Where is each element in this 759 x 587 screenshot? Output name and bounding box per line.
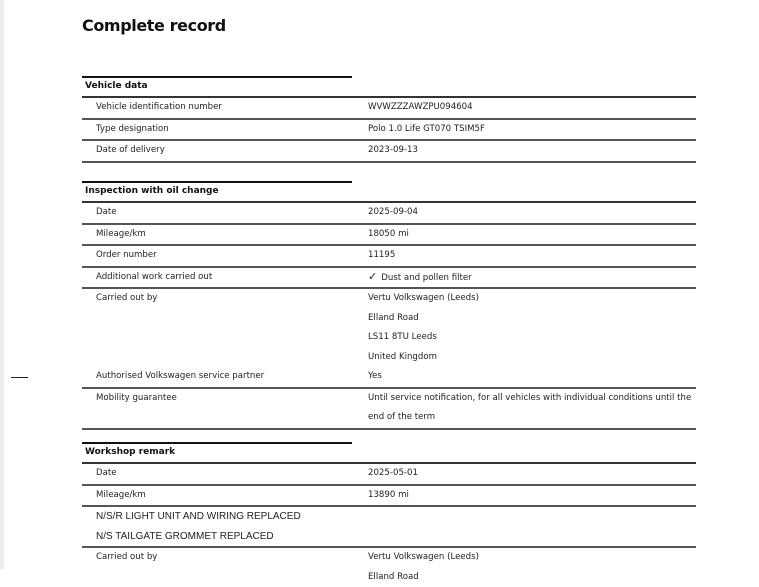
table-row (82, 98, 696, 120)
inspection-mileage: 18050 mi (353, 225, 696, 245)
page-title: Complete record (82, 16, 226, 35)
additional-work-text: Dust and pollen filter (381, 273, 472, 283)
section-heading (82, 76, 352, 96)
table-row (82, 120, 696, 142)
table-row (82, 141, 696, 163)
address-line: Elland Road (368, 568, 696, 587)
address-line: Elland Road (368, 309, 696, 329)
table-row (82, 225, 696, 247)
workshop-mileage: 13890 mi (353, 486, 696, 506)
row-label: Type designation (82, 120, 353, 140)
address-line: Vertu Volkswagen (Leeds) (368, 548, 696, 568)
mobility-line: end of the term (368, 408, 696, 428)
type-value: Polo 1.0 Life GT070 TSIM5F (353, 120, 696, 140)
table-row (82, 486, 696, 508)
row-label: Carried out by (82, 289, 353, 309)
row-label: Date (82, 203, 353, 223)
row-label: Vehicle identification number (82, 98, 353, 118)
vin-value: WVWZZZAWZPU094604 (353, 98, 696, 118)
row-label: Mobility guarantee (82, 389, 353, 409)
table-row (82, 367, 696, 389)
carried-out-by (353, 548, 696, 587)
row-label: Authorised Volkswagen service partner (82, 367, 353, 387)
additional-work (353, 268, 696, 288)
section-heading (82, 181, 352, 201)
page-edge (0, 0, 4, 569)
carried-out-by (353, 289, 696, 367)
row-label: Additional work carried out (82, 268, 353, 288)
row-label: Order number (82, 246, 353, 266)
row-label: Carried out by (82, 548, 353, 568)
margin-mark (11, 377, 28, 378)
row-label: Date of delivery (82, 141, 353, 161)
mobility-guarantee (353, 389, 696, 428)
inspection-date: 2025-09-04 (353, 203, 696, 223)
inspection-section (82, 181, 696, 430)
remark-line: N/S TAILGATE GROMMET REPLACED (82, 527, 696, 547)
address-line: Vertu Volkswagen (Leeds) (368, 289, 696, 309)
workshop-date: 2025-05-01 (353, 464, 696, 484)
remarks-block (82, 507, 696, 548)
section-heading-text: Vehicle data (85, 81, 148, 91)
address-line: United Kingdom (368, 348, 696, 368)
table-row (82, 246, 696, 268)
table-row (82, 464, 696, 486)
delivery-date-value: 2023-09-13 (353, 141, 696, 161)
table-row (82, 289, 696, 367)
row-label: Mileage/km (82, 486, 353, 506)
address-line: LS11 8TU Leeds (368, 328, 696, 348)
mobility-line: Until service notification, for all vehicles with individual conditions until the (368, 389, 696, 409)
table-row (82, 268, 696, 290)
workshop-remark-section (82, 442, 696, 587)
order-number: 11195 (353, 246, 696, 266)
table-row (82, 203, 696, 225)
section-heading (82, 442, 352, 462)
checkmark-icon: ✓ (368, 270, 377, 283)
table-row (82, 389, 696, 430)
section-heading-text: Workshop remark (85, 447, 175, 457)
partner-value: Yes (353, 367, 696, 387)
table-row (82, 548, 696, 587)
row-label: Mileage/km (82, 225, 353, 245)
vehicle-data-section (82, 76, 696, 163)
section-heading-text: Inspection with oil change (85, 186, 219, 196)
remark-line: N/S/R LIGHT UNIT AND WIRING REPLACED (82, 507, 696, 527)
row-label: Date (82, 464, 353, 484)
